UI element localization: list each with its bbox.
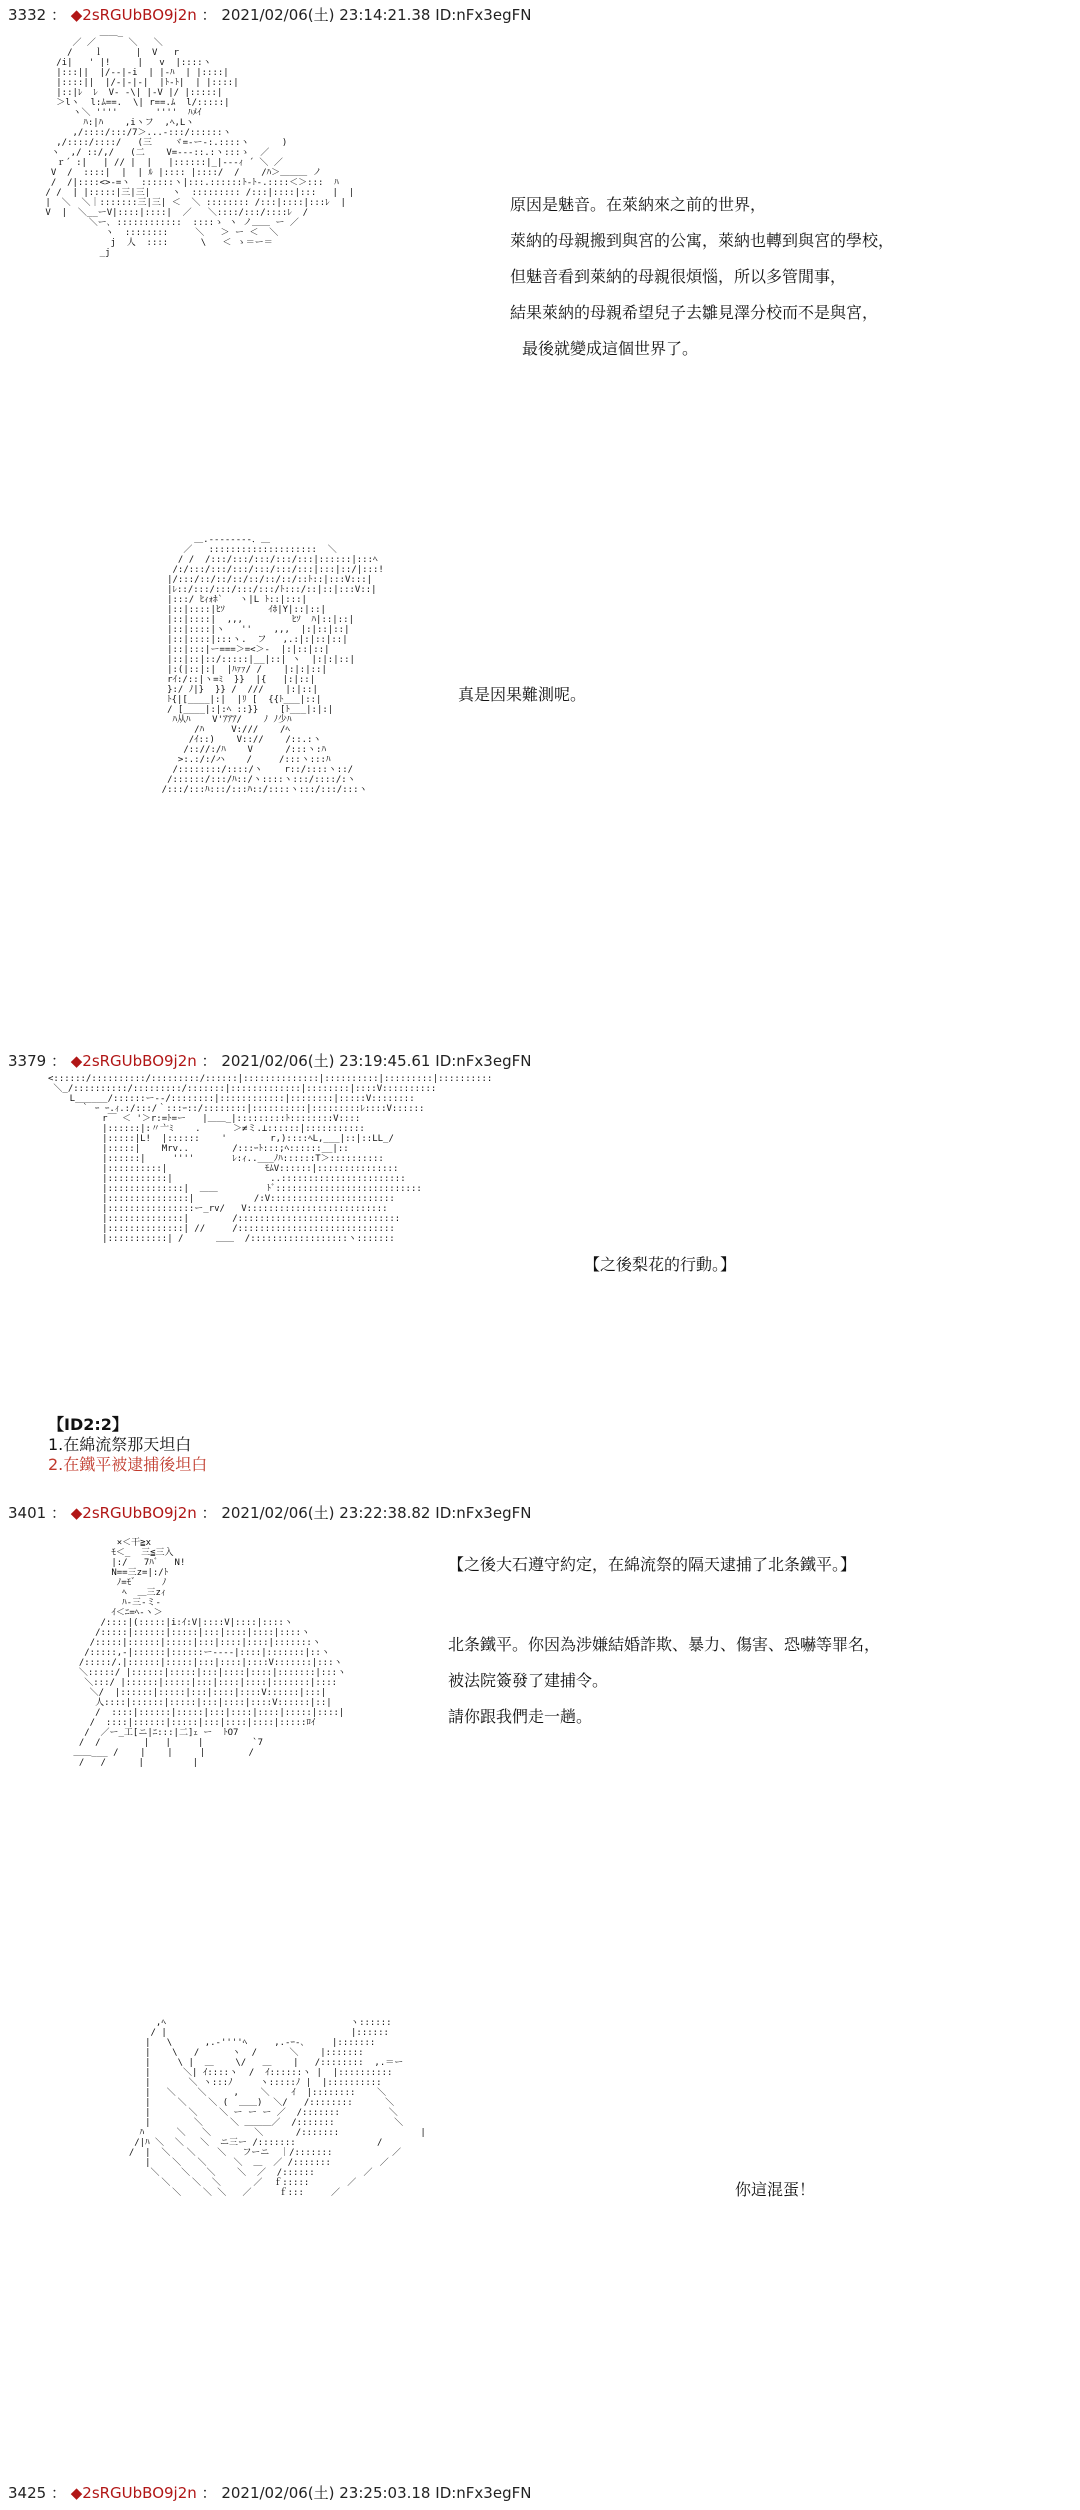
poll-option: 1.在綿流祭那天坦白 [48, 1435, 192, 1454]
post-number[interactable]: 3379 [8, 1052, 47, 1070]
dialogue-line: 北条鐵平。你因為涉嫌結婚詐欺、暴力、傷害、恐嚇等罪名， [448, 1635, 881, 1654]
poster-name: ◆2sRGUbBO9j2n [70, 1052, 197, 1070]
post-header: 3425 ： ◆2sRGUbBO9j2n ： 2021/02/06(土) 23:25:03.18 ID:nFx3egFN [8, 2484, 532, 2502]
narration-line: 結果萊納的母親希望兒子去雛見澤分校而不是與宮， [510, 303, 879, 322]
ascii-art-character: ×＜干≧x ﾓ＜_ 三≦三入 |:/ 7ﾊﾞ N! N==三z=|:/ﾄ ﾉ=ﾓ゛ ﾉ ﾍ ＿三zｨ ﾊ-三-ミ- ｲ＜ﾆ=ﾍ-ヽ＞ /::::|(:::::|i:ｲ:V|::::V|::::|::::ヽ /:::::|::::::|:::::|:::|::::|::::|::::ヽ /:::::|::::::|:::::|:::|::::|::::|:::::::ヽ /:::::,-|::::::|::::::ー‐‐‐‐|::::|:::::::|::ヽ /:::::/.|::::::|:::::|:::|::::|::::V:::::::|:::ヽ ＼:::::/ |::::::|:::::|:::|::::|::::|:::::::|:::ヽ ＼:::/ |::::::|:::::|:::|::::|::::|:::::::|:::: ＼/ |::::::|:::::|:::|::::|::::V::::::|:::| 人::::|::::::|:::::|:::|::::|::::V::::::|::| / ::::|::::::|:::::|:::|::::|::::|:::::|::::| / ::::|::::::|:::::|:::|::::|::::|:::::ﾛｲ / ／ー_工[ニ|ﾆ:::|二]ｪ ー ﾄO7 / / | | | `7 ＿＿___ / | | | / / / | | [73, 1538, 347, 1768]
post-number[interactable]: 3332 [8, 6, 47, 24]
dialogue-line: 真是因果難測呢。 [458, 685, 587, 704]
post-header: 3332 ： ◆2sRGUbBO9j2n ： 2021/02/06(土) 23:14:21.38 ID:nFx3egFN [8, 6, 532, 24]
post-number[interactable]: 3401 [8, 1504, 47, 1522]
ascii-art-character: ＿＿_ ／ ／ ＼ ＼ / ｌ | V r /i| ' |! | v |::::ヽ |:::|| |/--|-i | |-ﾊ | |::::| |::::|| |/-|-|-| |ﾄ-ﾄ| | |::::| |::|ﾚ ﾚ V- -\| |-V |/ |:::::| ＞lヽ l:ﾑ==. \| r==.ﾑ l/:::::| ヽ＼ '''' '''' ﾊﾒｲ ﾊ:|ﾊ ,iヽフ ,ﾍ,Lヽ ,/::::/:::/7＞...-:::/::::::ヽ ,/::::/::::/ (三 ヾ=-ー‐:.::::ヽ ) ヽ ,/ ::/,/ (二 V=--‐::.:ヽ:::ゝ ／ ｒ´ :| | // | | |::::::|_|-‐-ｨ ´ ＼ ／ V / ::::| | | ﾙ |:::: |::::/ / /ﾊ＞＿＿＿ ノ / /|::::<>-=ヽ ::::::ヽ|:::.::::::ﾄ-ﾄ-.::::＜＞::: ﾊ / / | |:::::|三|三| ヽ ::::::::: /:::|::::|::: | | | ＼ ＼｜:::::::三|三| ＜ ＼ :::::::: /:::|::::|:::ﾚ | V | ＼__ーV|::::|::::| ／ ＼::::/:::/::::ﾚ / ＼ー､ :::::::::::: ::::ゝ ヽ ノ＿＿ ー ／ ヽ :::::::: ＼ ＞ ー ＜ ＼ j 人 :::: \ ＜ ゝ＝ー＝ _j [45, 28, 355, 258]
post-header: 3401 ： ◆2sRGUbBO9j2n ： 2021/02/06(土) 23:22:38.82 ID:nFx3egFN [8, 1504, 532, 1522]
narration-line: 原因是魅音。在萊納來之前的世界， [510, 195, 767, 214]
post-datetime: 2021/02/06(土) 23:14:21.38 [221, 6, 431, 24]
ascii-art-scene: <::::::/::::::::::/:::::::::/::::::|::::::::::::::|::::::::::|:::::::::|:::::::::: ＼_/::::::::::/:::::::::/:::::::|:::::::::::::|::::::::|::::V:::::::::: L______/::::::ー‐‐/::::::::|::::::::::::|::::::::|:::::V:::::::: ｀ ｰ ｰ.ｨ.:/:::/｀:::ｰ::/::::::::|::::::::::|:::::::::ﾚ::::V:::::: r￣ ＜ '＞r:=ﾄ=ー |＿＿_|:::::::::ﾄ::::::::V:::: |::::::|:〃亠ﾐ . ＞≠ミ.⊥::::::|::::::::::: |:::::|L! |:::::: ' r,)::::ﾍL,___|::|::LL_/ |:::::| Mrv.. /:::ｰﾄ:::;ﾍ::::::__|:: |::::::| '''' ﾚ:ｨ..___ﾉﾊ::::::T＞:::::::::: |::::::::::| ﾓﾑV::::::|::::::::::::::: |:::::::::::| ..::::::::::::::::::::::: |::::::::::::::| ＿＿ ﾄﾞ::::::::::::::::::::::::::: |:::::::::::::::| /:V::::::::::::::::::::::: |::::::::::::::::ー_rv/ V:::::::::::::::::::::::::: |::::::::::::::| /:::::::::::::::::::::::::::::: |::::::::::::::| // /::::::::::::::::::::::::::::: |:::::::::::| / ＿＿ /::::::::::::::::::ヽ::::::: [48, 1074, 493, 1244]
dialogue-line: 你這混蛋！ [735, 2180, 816, 2199]
poster-name: ◆2sRGUbBO9j2n [70, 2484, 197, 2502]
post-header: 3379 ： ◆2sRGUbBO9j2n ： 2021/02/06(土) 23:19:45.61 ID:nFx3egFN [8, 1052, 532, 1070]
poll-option-selected: 2.在鐵平被逮捕後坦白 [48, 1455, 208, 1474]
dialogue-line: 請你跟我們走一趟。 [448, 1707, 593, 1726]
poster-id[interactable]: ID:nFx3egFN [435, 1052, 532, 1070]
post-datetime: 2021/02/06(土) 23:19:45.61 [221, 1052, 431, 1070]
dialogue-block [448, 1635, 880, 1743]
caption: 【之後梨花的行動。】 [584, 1255, 737, 1274]
poster-name: ◆2sRGUbBO9j2n [70, 6, 197, 24]
post-datetime: 2021/02/06(土) 23:22:38.82 [221, 1504, 431, 1522]
narration-block [510, 195, 894, 375]
ascii-art-character: ,ﾍ ヽ:::::: / | |:::::: | \ ,.-''''ﾍ ,.-ｰ-､ |::::::: | \ / ヽ / ＼ |::::::: | \ | ＿ \/ ＿ | /:::::::: ,.＝ー | ＼| ｲ::::ヽ / ｲ::::::ヽ | |:::::::::: | ＼ ヽ:::ﾉ ヽ:::::ﾉ | |:::::::::: | ＼ ＼ , ＼ ｲ |:::::::: ＼ | ＼ ＼ ( ＿＿) ＼/ /:::::::: ＼ | ＼ ＼ ー ー ー ／ /::::::: ＼ | ＼ ＼ ＿＿＿／ /::::::: ＼ ﾊ ＼ ＼ ＼ /::::::: | /|ﾊ ＼ ＼ ＼ ニ三ー /::::::: / / | ＼ ＼ ＼ フーニ ｜/::::::: ／ | ＼ ＼ ＼ ＿ ／ /::::::: ／ ＼ ＼ ＼ ＼ ／ /:::::: ／ ＼ ＼ ＼ ／ ｆ::::: ／ ＼ ＼ ＼ ／ ｆ::: ／ [128, 2018, 426, 2198]
narration-line: 但魅音看到萊納的母親很煩惱，所以多管閒事， [510, 267, 847, 286]
ascii-art-character: ＿.-‐‐‐‐‐‐-．＿ ／ :::::::::::::::::::: ＼ / / /:::/:::/:::/:::/:::|::::::|:::ﾍ /:/:::/:::/:::/:::/:::/:::|:::|::/|:::! |/:::/::/::/::/::/::/::/::ﾄ::|:::V:::| |ﾚ::/:::/:::/:::/:::/ﾄ:::/::|::|:::V::| |:::/ ﾋｨｫﾎ` ヽ|L ﾄ::|:::| |::|::::|ﾋｿ ｲﾎ|Y|::|::| |::|::::| ,,, ﾋｿ ﾊ|::|::| |::|::::|ヽ '' ,,, |:|::|::| |::|::::|:::ヽ. フ ,.:|:|::|::| |::|:::|ー===＞=<＞- |:|::|::| |::|::|::/:::::|__|::| ヽ |:|:|::| |:(|::|:| |ﾊｧｧ/ / |:|:|::| rｲ:/::|ヽ=ﾐ }} |{ |:|::| }:/ ﾉ|} }} / /// |:|::| ﾄ{|[____|:| |ﾘ [ {{ﾄ___|::| / [____|:|:ﾍ ::}} [ﾄ___|:|:| ﾊ从ﾊ V'ｱｱｱ/ ﾉ ﾉ少ﾊ /ﾊ V:/// /ﾍ /ｲ::) V::// /::.:ヽ /:://:/ﾊ V /:::ヽ:ﾊ >:.:/:/ハ / /:::ヽ:::ﾊ /::::::::/::::/ヽ r::/::::ヽ::/ /::::::/:::/ﾊ::/ヽ::::ヽ:::/::::/:ヽ /:::/:::ﾊ:::/:::ﾊ::/::::ヽ:::/:::/:::ヽ [161, 535, 384, 795]
poster-id[interactable]: ID:nFx3egFN [435, 2484, 532, 2502]
narration-line: 萊納的母親搬到與宮的公寓，萊納也轉到與宮的學校， [510, 231, 895, 250]
poll-title: 【ID2:2】 [48, 1415, 128, 1434]
poster-name: ◆2sRGUbBO9j2n [70, 1504, 197, 1522]
narration-line: 最後就變成這個世界了。 [522, 339, 699, 358]
poster-id[interactable]: ID:nFx3egFN [435, 6, 532, 24]
dialogue-line: 被法院簽發了建捕令。 [448, 1671, 609, 1690]
post-number[interactable]: 3425 [8, 2484, 47, 2502]
post-datetime: 2021/02/06(土) 23:25:03.18 [221, 2484, 431, 2502]
caption: 【之後大石遵守約定，在綿流祭的隔天逮捕了北条鐵平。】 [448, 1555, 857, 1574]
poster-id[interactable]: ID:nFx3egFN [435, 1504, 532, 1522]
